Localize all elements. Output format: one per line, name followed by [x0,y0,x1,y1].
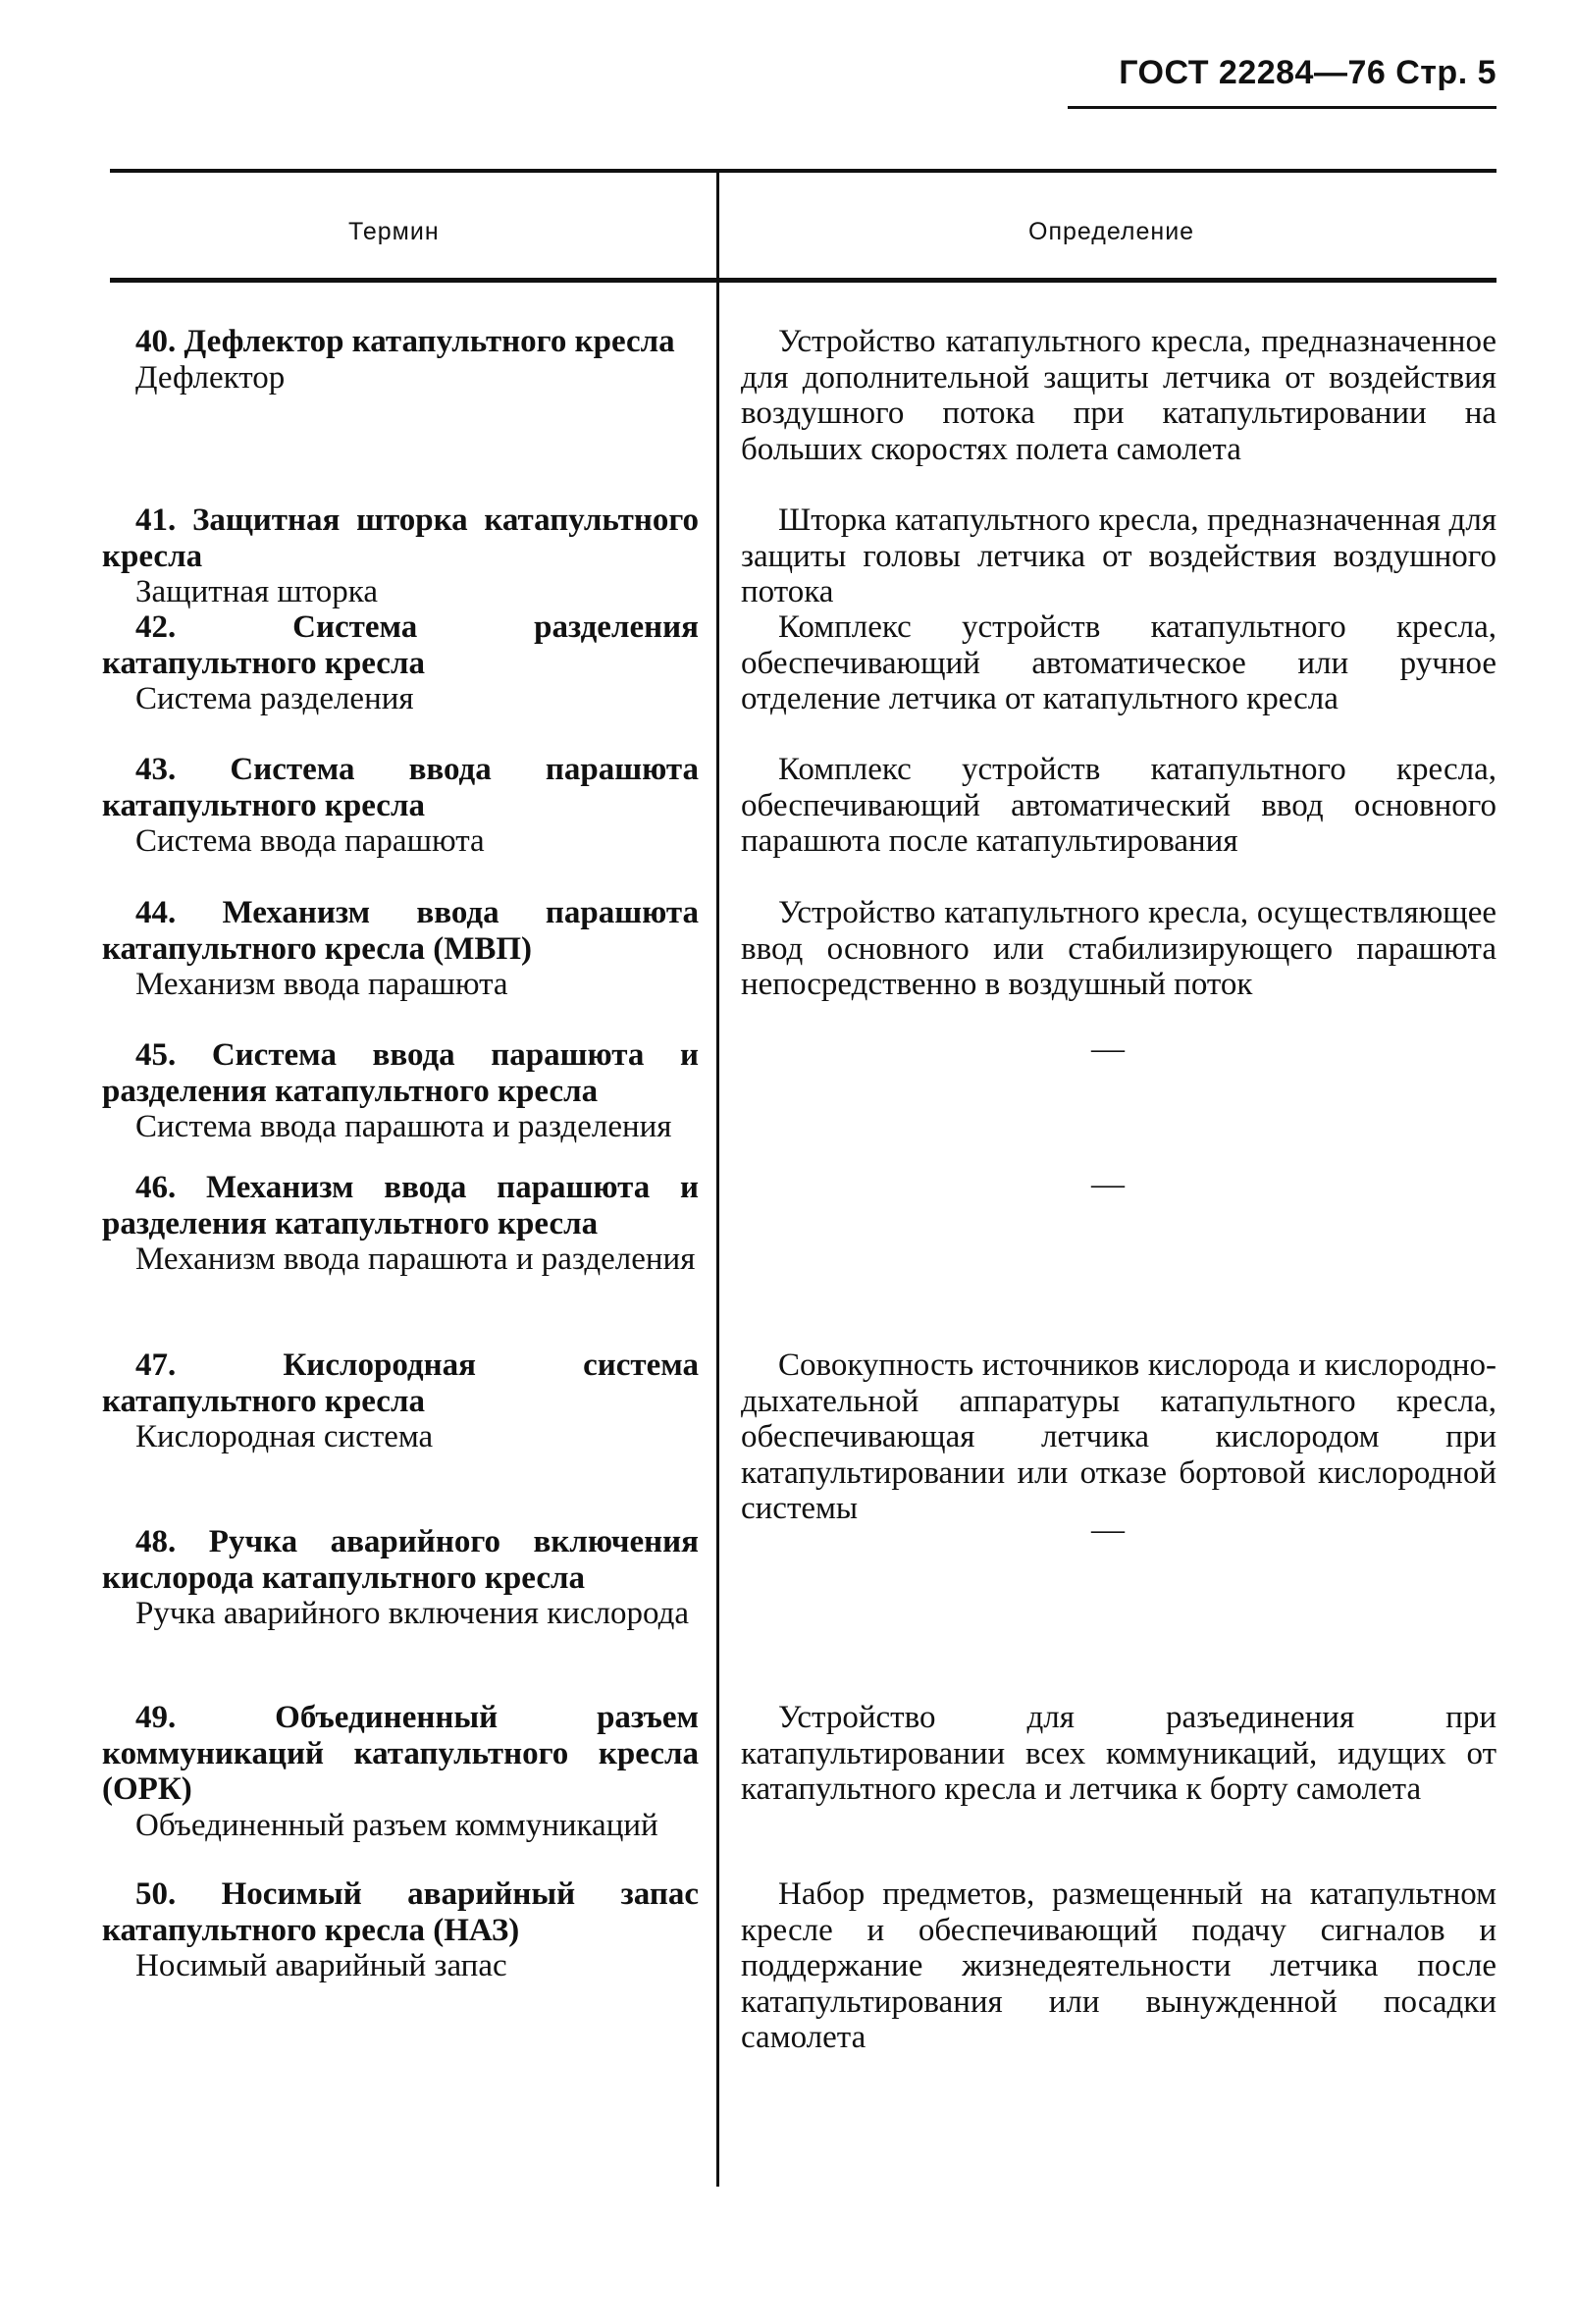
term-short-form: Дефлектор [135,359,286,396]
term-title: 48. Ручка аварийного включения кислорода катапультного кресла [102,1524,699,1596]
term-entry [102,502,699,610]
term-definition: Комплекс устройств катапультного кресла, обеспечивающий автоматическое или ручное отделение летчика от катапультного кресла [741,609,1496,716]
term-title: 50. Носимый аварийный запас катапультного кресла (НАЗ) [102,1876,699,1948]
table-header-rule [110,278,1496,283]
term-title: 44. Механизм ввода парашюта катапультного кресла (МВП) [102,895,699,967]
term-entry [102,1876,699,1984]
column-header-term: Термин [348,218,440,245]
definition-dash: — [1091,1511,1125,1548]
term-entry [102,1037,699,1145]
term-entry [102,609,699,717]
term-short-form: Ручка аварийного включения кислорода [135,1596,690,1631]
term-short-form: Механизм ввода парашюта и разделения [135,1241,696,1277]
term-definition: Шторка катапультного кресла, предназначенная для защиты головы летчика от воздействия воздушного потока [741,502,1496,609]
term-short-form: Защитная шторка [135,574,378,609]
term-definition: Устройство катапультного кресла, осуществляющее ввод основного или стабилизирующего парашюта непосредственно в воздушный поток [741,895,1496,1002]
term-title: 42. Система разделения катапультного кресла [102,609,699,681]
definition-dash: — [1091,1030,1125,1067]
term-title: 49. Объединенный разъем коммуникаций катапультного кресла (ОРК) [102,1700,699,1807]
definition-dash: — [1091,1166,1125,1202]
term-entry [102,1524,699,1632]
term-short-form: Носимый аварийный запас [135,1948,507,1983]
term-definition: Устройство катапультного кресла, предназначенное для дополнительной защиты летчика от воздействия воздушного потока при катапультировании на больших скоростях полета самолета [741,324,1496,467]
term-short-form: Система ввода парашюта [135,823,485,859]
term-entry [102,752,699,860]
term-short-form: Объединенный разъем коммуникаций [135,1807,658,1843]
term-title: 46. Механизм ввода парашюта и разделения катапультного кресла [102,1170,699,1241]
term-definition: Набор предметов, размещенный на катапультном кресле и обеспечивающий подачу сигналов и поддержание жизнедеятельности летчика после катапультирования или вынужденной посадки самолета [741,1876,1496,2055]
term-entry [102,1347,699,1455]
term-entry [102,324,699,396]
term-definition: Совокупность источников кислорода и кислородно-дыхательной аппаратуры катапультного кресла, обеспечивающая летчика кислородом при катапультировании или отказе бортовой кислородной системы [741,1347,1496,1526]
term-title: 40. Дефлектор катапультного кресла [135,324,675,359]
term-title: 47. Кислородная система катапультного кресла [102,1347,699,1419]
term-title: 45. Система ввода парашюта и разделения катапультного кресла [102,1037,699,1109]
term-entry [102,1170,699,1278]
term-title: 43. Система ввода парашюта катапультного кресла [102,752,699,823]
term-short-form: Механизм ввода парашюта [135,967,508,1002]
term-title: 41. Защитная шторка катапультного кресла [102,502,699,574]
term-short-form: Система ввода парашюта и разделения [135,1109,672,1144]
column-divider [716,173,719,2187]
header-rule [1068,106,1496,109]
column-header-definition: Определение [1028,218,1195,245]
term-entry [102,895,699,1003]
term-entry [102,1700,699,1843]
term-short-form: Кислородная система [135,1419,434,1454]
term-short-form: Система разделения [135,681,414,716]
page-header: ГОСТ 22284—76 Стр. 5 [1119,54,1496,91]
term-definition: Устройство для разъединения при катапультировании всех коммуникаций, идущих от катапультного кресла и летчика к борту самолета [741,1700,1496,1807]
term-definition: Комплекс устройств катапультного кресла, обеспечивающий автоматический ввод основного парашюта после катапультирования [741,752,1496,859]
table-top-rule [110,169,1496,173]
